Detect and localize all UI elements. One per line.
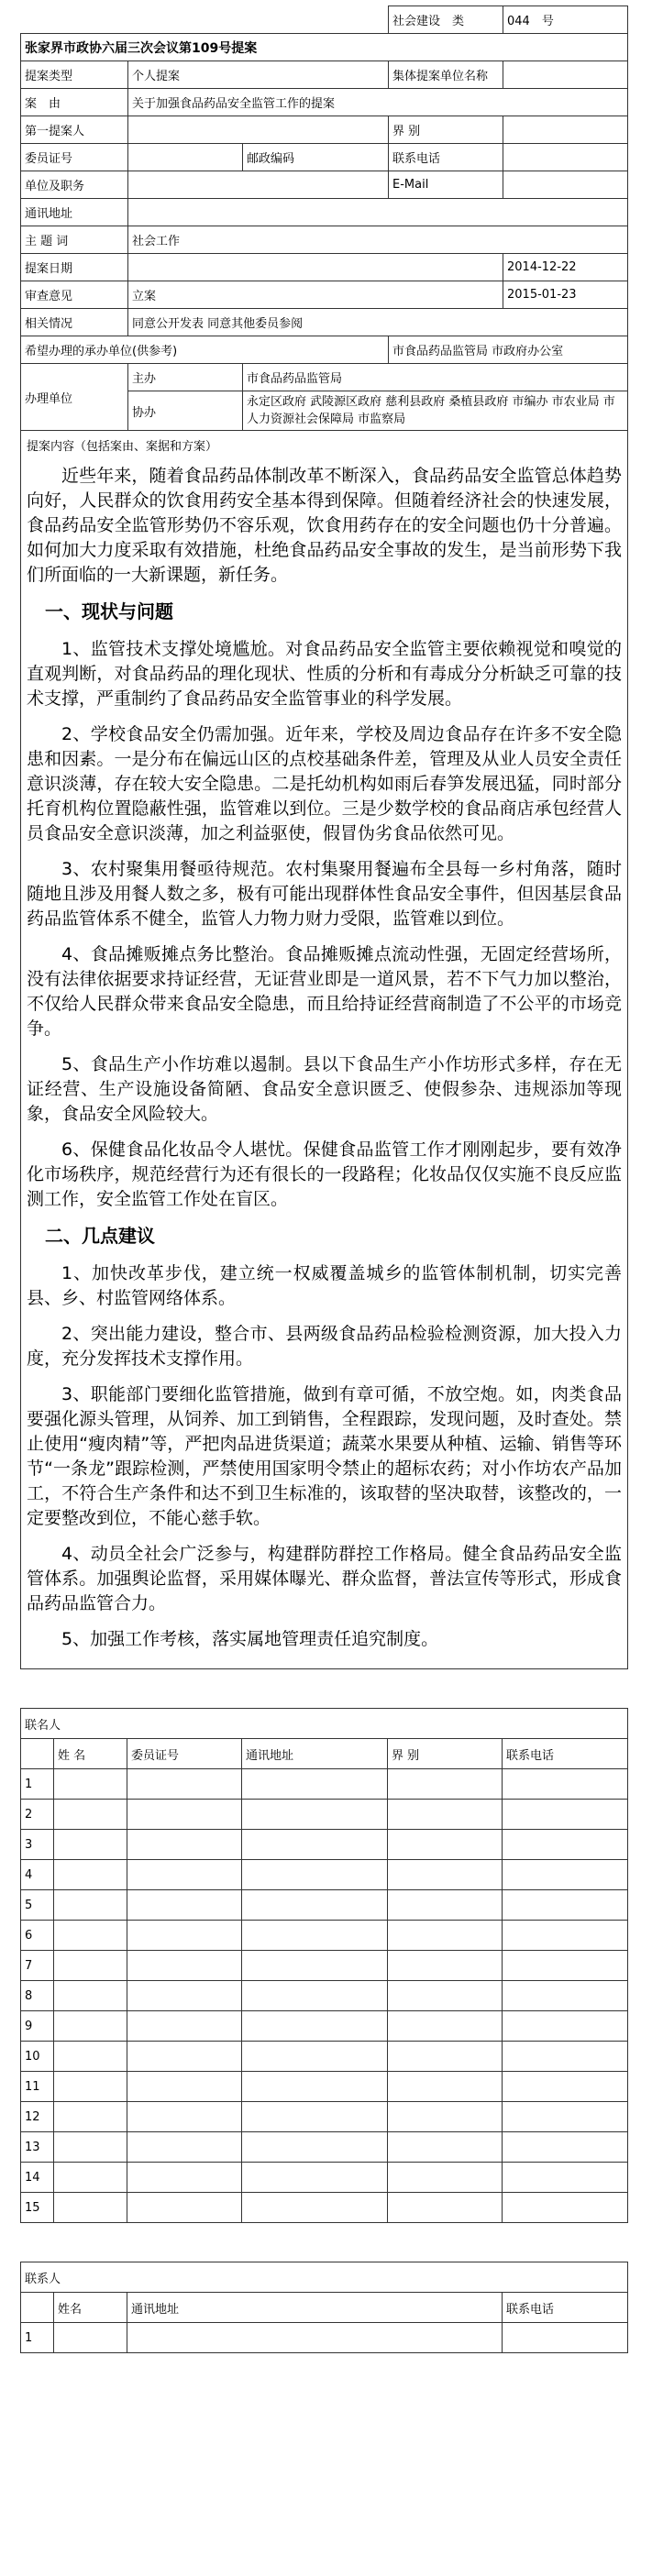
table-cell: [54, 1769, 127, 1800]
table-cell: [54, 1921, 127, 1951]
date-value: 2014-12-22: [503, 254, 628, 281]
content-body: [27, 464, 622, 1652]
member-id-row: [21, 144, 628, 171]
table-row: [21, 2102, 628, 2132]
table-cell: [388, 2011, 503, 2042]
table-cell: [54, 2193, 127, 2223]
proposer-value: [128, 116, 389, 144]
table-cell: [127, 1981, 242, 2011]
row-number: 10: [21, 2042, 54, 2072]
subject-row: [21, 89, 628, 116]
type-label: 提案类型: [21, 61, 128, 89]
table-cell: [127, 2323, 503, 2353]
column-header: 界 别: [388, 1739, 503, 1769]
table-cell: [54, 1860, 127, 1890]
proposal-title: 张家界市政协六届三次会议第109号提案: [21, 34, 628, 61]
table-cell: [503, 1951, 628, 1981]
row-number: 12: [21, 2102, 54, 2132]
table-cell: [242, 1890, 388, 1921]
review-row: [21, 281, 628, 309]
table-cell: [242, 2193, 388, 2223]
table-row: [21, 2163, 628, 2193]
table-cell: [242, 1921, 388, 1951]
table-row: [21, 2011, 628, 2042]
table-cell: [242, 2011, 388, 2042]
sector-value: [503, 116, 628, 144]
column-header: [21, 2293, 54, 2323]
intro-paragraph: 近些年来，随着食品药品体制改革不断深入，食品药品安全监管总体趋势向好，人民群众的饮食用药安全基本得到保障。但随着经济社会的快速发展，食品药品安全监管形势仍不容乐观，饮食用药存在的安全问题也仍十分普遍。如何加大力度采取有效措施，杜绝食品药品安全事故的发生，是当前形势下我们所面临的一大新课题，新任务。: [27, 466, 623, 585]
table-cell: [503, 1981, 628, 2011]
section2-paragraph: 4、动员全社会广泛参与，构建群防群控工作格局。健全食品药品安全监管体系。加强舆论监督，采用媒体曝光、群众监督，普法宣传等形式，形成食品药品监管合力。: [27, 1544, 623, 1613]
row-number: 4: [21, 1860, 54, 1890]
table-cell: [503, 2132, 628, 2163]
table-row: [21, 1860, 628, 1890]
table-cell: [242, 2042, 388, 2072]
section2-paragraph: 2、突出能力建设，整合市、县两级食品药品检验检测资源，加大投入力度，充分发挥技术支撑作用。: [27, 1324, 623, 1369]
table-cell: [54, 2011, 127, 2042]
column-header: 通讯地址: [242, 1739, 388, 1769]
table-cell: [54, 2163, 127, 2193]
employer-label: 单位及职务: [21, 171, 128, 199]
contacts-header-row: [21, 2293, 628, 2323]
table-row: [21, 1921, 628, 1951]
group-label: 集体提案单位名称: [389, 61, 503, 89]
review-value: 立案: [128, 281, 503, 309]
assist-value: 永定区政府 武陵源区政府 慈利县政府 桑植县政府 市编办 市农业局 市人力资源社会保障局 市监察局: [243, 391, 628, 431]
row-number: 15: [21, 2193, 54, 2223]
table-row: [21, 2042, 628, 2072]
postcode-label: 邮政编码: [243, 144, 389, 171]
member-id-label: 委员证号: [21, 144, 128, 171]
table-row: [21, 1981, 628, 2011]
table-cell: [388, 2132, 503, 2163]
table-row: [21, 1890, 628, 1921]
column-header: 姓 名: [54, 1739, 127, 1769]
table-cell: [127, 2011, 242, 2042]
table-cell: [54, 1800, 127, 1830]
table-cell: [127, 1921, 242, 1951]
contacts-title-row: [21, 2262, 628, 2293]
column-header: [21, 1739, 54, 1769]
table-cell: [242, 1800, 388, 1830]
table-cell: [503, 1890, 628, 1921]
table-cell: [54, 1890, 127, 1921]
table-cell: [242, 2163, 388, 2193]
row-number: 2: [21, 1800, 54, 1830]
table-cell: [388, 1830, 503, 1860]
type-row: [21, 61, 628, 89]
row-number: 7: [21, 1951, 54, 1981]
column-header: 联系电话: [503, 2293, 628, 2323]
table-cell: [503, 1921, 628, 1951]
table-cell: [242, 1981, 388, 2011]
section2-title: 二、几点建议: [45, 1225, 155, 1247]
address-label: 通讯地址: [21, 199, 128, 226]
table-cell: [127, 1860, 242, 1890]
related-value: 同意公开发表 同意其他委员参阅: [128, 309, 628, 336]
table-row: [21, 2072, 628, 2102]
table-cell: [242, 1769, 388, 1800]
table-cell: [127, 2072, 242, 2102]
column-header: 委员证号: [127, 1739, 242, 1769]
table-row: [21, 1800, 628, 1830]
table-cell: [388, 2193, 503, 2223]
table-cell: [127, 2193, 242, 2223]
table-cell: [503, 2163, 628, 2193]
table-cell: [127, 2163, 242, 2193]
row-number: 6: [21, 1921, 54, 1951]
review-date: 2015-01-23: [503, 281, 628, 309]
type-value: 个人提案: [128, 61, 389, 89]
content-label: 提案内容（包括案由、案据和方案）: [27, 440, 218, 454]
table-cell: [127, 1830, 242, 1860]
email-label: E-Mail: [389, 171, 503, 199]
table-cell: [242, 1951, 388, 1981]
sector-label: 界 别: [389, 116, 503, 144]
table-row: [21, 1830, 628, 1860]
row-number: 1: [21, 2323, 54, 2353]
section1-title: 一、现状与问题: [45, 600, 173, 622]
employer-value: [128, 171, 389, 199]
table-row: [21, 1951, 628, 1981]
table-cell: [54, 1951, 127, 1981]
table-cell: [503, 2102, 628, 2132]
table-row: [21, 2323, 628, 2353]
content-row: [21, 431, 628, 1669]
table-cell: [503, 1769, 628, 1800]
section2-paragraph: 3、职能部门要细化监管措施，做到有章可循，不放空炮。如，肉类食品要强化源头管理，从饲养、加工到销售，全程跟踪，发现问题，及时查处。禁止使用“瘦肉精”等，严把肉品进货渠道；蔬菜水果要从种植、运输、销售等环节“一条龙”跟踪检测，严禁使用国家明令禁止的超标农药；对小作坊农产品加工，不符合生产条件和达不到卫生标准的，该取替的坚决取替，该整改的，一定要整改到位，不能心慈手软。: [27, 1384, 623, 1528]
table-cell: [242, 2072, 388, 2102]
table-cell: [503, 2323, 628, 2353]
section1-paragraph: 1、监管技术支撑处境尴尬。对食品药品安全监管主要依赖视觉和嗅觉的直观判断，对食品药品的理化现状、性质的分析和有毒成分分析缺乏可靠的技术支撑，严重制约了食品药品安全监管事业的科学发展。: [27, 639, 623, 709]
proposer-label: 第一提案人: [21, 116, 128, 144]
related-label: 相关情况: [21, 309, 128, 336]
table-cell: [242, 2132, 388, 2163]
table-cell: [388, 2163, 503, 2193]
table-cell: [127, 1890, 242, 1921]
date-row: [21, 254, 628, 281]
row-number: 3: [21, 1830, 54, 1860]
table-cell: [54, 2323, 127, 2353]
subject-label: 案 由: [21, 89, 128, 116]
hope-value: 市食品药品监管局 市政府办公室: [389, 336, 628, 364]
date-label: 提案日期: [21, 254, 128, 281]
table-cell: [503, 1800, 628, 1830]
group-value: [503, 61, 628, 89]
contacts-table: [20, 2262, 628, 2353]
proposal-number: 044 号: [503, 6, 628, 34]
table-cell: [127, 1769, 242, 1800]
table-row: [21, 2193, 628, 2223]
column-header: 联系电话: [503, 1739, 628, 1769]
email-value: [503, 171, 628, 199]
address-row: [21, 199, 628, 226]
review-label: 审查意见: [21, 281, 128, 309]
proposal-form-table: [20, 6, 628, 1669]
table-cell: [127, 2132, 242, 2163]
table-cell: [242, 1830, 388, 1860]
table-cell: [503, 2193, 628, 2223]
handle-label: 办理单位: [21, 364, 128, 431]
section1-paragraph: 5、食品生产小作坊难以遏制。县以下食品生产小作坊形式多样，存在无证经营、生产设施设备简陋、食品安全意识匮乏、使假参杂、违规添加等现象，食品安全风险较大。: [27, 1054, 623, 1124]
table-cell: [242, 2102, 388, 2132]
keyword-label: 主 题 词: [21, 226, 128, 254]
table-cell: [388, 1951, 503, 1981]
hope-row: [21, 336, 628, 364]
table-cell: [388, 1769, 503, 1800]
subject-value: 关于加强食品药品安全监管工作的提案: [128, 89, 628, 116]
table-cell: [388, 1860, 503, 1890]
table-cell: [54, 2042, 127, 2072]
table-row: [21, 1769, 628, 1800]
table-cell: [54, 1830, 127, 1860]
section1-paragraph: 4、食品摊贩摊点务比整治。食品摊贩摊点流动性强，无固定经营场所，没有法律依据要求持证经营，无证营业即是一道风景，若不下气力加以整治，不仅给人民群众带来食品安全隐患，而且给持证经营商制造了不公平的市场竞争。: [27, 944, 623, 1039]
cosigners-header-row: [21, 1739, 628, 1769]
proposal-page: [20, 6, 627, 2353]
section2-paragraph: 5、加强工作考核，落实属地管理责任追究制度。: [61, 1629, 439, 1649]
proposer-row: [21, 116, 628, 144]
phone-value: [503, 144, 628, 171]
main-label: 主办: [128, 364, 243, 391]
table-cell: [127, 2102, 242, 2132]
table-cell: [127, 2042, 242, 2072]
employer-row: [21, 171, 628, 199]
keyword-value: 社会工作: [128, 226, 628, 254]
table-cell: [54, 2132, 127, 2163]
main-value: 市食品药品监管局: [243, 364, 628, 391]
row-number: 8: [21, 1981, 54, 2011]
table-cell: [388, 2102, 503, 2132]
table-cell: [388, 2042, 503, 2072]
table-cell: [503, 2011, 628, 2042]
table-cell: [388, 1921, 503, 1951]
row-number: 5: [21, 1890, 54, 1921]
cosigners-table: [20, 1708, 628, 2223]
table-cell: [388, 2072, 503, 2102]
category-label: 社会建设 类: [389, 6, 503, 34]
table-cell: [127, 1951, 242, 1981]
hope-label: 希望办理的承办单位(供参考): [21, 336, 389, 364]
table-cell: [388, 1800, 503, 1830]
table-cell: [54, 1981, 127, 2011]
row-number: 14: [21, 2163, 54, 2193]
column-header: 通讯地址: [127, 2293, 503, 2323]
table-cell: [388, 1981, 503, 2011]
table-cell: [503, 1830, 628, 1860]
row-number: 9: [21, 2011, 54, 2042]
main-handler-row: [21, 364, 628, 391]
section1-paragraph: 6、保健食品化妆品令人堪忧。保健食品监管工作才刚刚起步，要有效净化市场秩序，规范经营行为还有很长的一段路程；化妆品仅仅实施不良反应监测工作，安全监管工作处在盲区。: [27, 1139, 623, 1209]
table-cell: [54, 2102, 127, 2132]
title-row: [21, 34, 628, 61]
column-header: 姓名: [54, 2293, 127, 2323]
table-cell: [127, 1800, 242, 1830]
related-row: [21, 309, 628, 336]
header-row: [21, 6, 628, 34]
row-number: 13: [21, 2132, 54, 2163]
table-cell: [242, 1860, 388, 1890]
table-cell: [503, 2042, 628, 2072]
table-row: [21, 2132, 628, 2163]
table-cell: [503, 2072, 628, 2102]
row-number: 1: [21, 1769, 54, 1800]
keyword-row: [21, 226, 628, 254]
row-number: 11: [21, 2072, 54, 2102]
table-cell: [503, 1860, 628, 1890]
cosigners-title: 联名人: [21, 1709, 628, 1739]
assist-label: 协办: [128, 391, 243, 431]
section2-paragraph: 1、加快改革步伐，建立统一权威覆盖城乡的监管体制机制，切实完善县、乡、村监管网络体系。: [27, 1263, 623, 1308]
table-cell: [388, 1890, 503, 1921]
cosigners-title-row: [21, 1709, 628, 1739]
contacts-title: 联系人: [21, 2262, 628, 2293]
member-id-value: [128, 144, 243, 171]
phone-label: 联系电话: [389, 144, 503, 171]
table-cell: [54, 2072, 127, 2102]
section1-paragraph: 2、学校食品安全仍需加强。近年来，学校及周边食品存在许多不安全隐患和因素。一是分布在偏远山区的点校基础条件差，管理及从业人员安全责任意识淡薄，存在较大安全隐患。二是托幼机构如雨后春笋发展迅猛，同时部分托育机构位置隐蔽性强，监管难以到位。三是少数学校的食品商店承包经营人员食品安全意识淡薄，加之利益驱使，假冒伪劣食品依然可见。: [27, 724, 623, 843]
address-value: [128, 199, 628, 226]
section1-paragraph: 3、农村聚集用餐亟待规范。农村集聚用餐遍布全县每一乡村角落，随时随地且涉及用餐人数之多，极有可能出现群体性食品安全事件，但因基层食品药品监管体系不健全，监管人力物力财力受限，监管难以到位。: [27, 859, 623, 929]
